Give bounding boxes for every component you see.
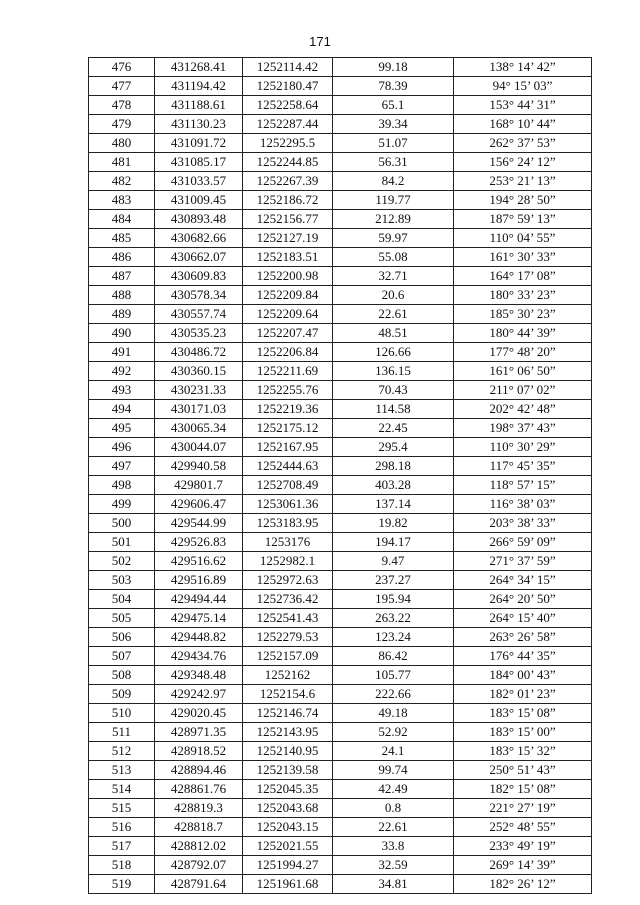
table-row: [89, 571, 592, 590]
y-coordinate-cell: 1252206.84: [243, 343, 333, 362]
point-number-cell: 510: [89, 704, 155, 723]
table-row: [89, 248, 592, 267]
bearing-cell: 176° 44’ 35”: [454, 647, 592, 666]
point-number-cell: 493: [89, 381, 155, 400]
table-row: [89, 742, 592, 761]
table-row: [89, 476, 592, 495]
x-coordinate-cell: 428819.3: [155, 799, 243, 818]
x-coordinate-cell: 428971.35: [155, 723, 243, 742]
y-coordinate-cell: 1252175.12: [243, 419, 333, 438]
point-number-cell: 519: [89, 875, 155, 894]
point-number-cell: 478: [89, 96, 155, 115]
y-coordinate-cell: 1252114.42: [243, 58, 333, 77]
bearing-cell: 269° 14’ 39”: [454, 856, 592, 875]
y-coordinate-cell: 1252244.85: [243, 153, 333, 172]
point-number-cell: 488: [89, 286, 155, 305]
bearing-cell: 264° 15’ 40”: [454, 609, 592, 628]
distance-cell: 51.07: [333, 134, 454, 153]
distance-cell: 78.39: [333, 77, 454, 96]
y-coordinate-cell: 1252043.15: [243, 818, 333, 837]
point-number-cell: 492: [89, 362, 155, 381]
table-row: [89, 191, 592, 210]
bearing-cell: 182° 01’ 23”: [454, 685, 592, 704]
table-row: [89, 96, 592, 115]
distance-cell: 32.71: [333, 267, 454, 286]
point-number-cell: 505: [89, 609, 155, 628]
point-number-cell: 496: [89, 438, 155, 457]
point-number-cell: 503: [89, 571, 155, 590]
bearing-cell: 116° 38’ 03”: [454, 495, 592, 514]
x-coordinate-cell: 429020.45: [155, 704, 243, 723]
distance-cell: 42.49: [333, 780, 454, 799]
point-number-cell: 518: [89, 856, 155, 875]
x-coordinate-cell: 428894.46: [155, 761, 243, 780]
x-coordinate-cell: 430578.34: [155, 286, 243, 305]
table-row: [89, 172, 592, 191]
point-number-cell: 506: [89, 628, 155, 647]
table-row: [89, 229, 592, 248]
table-row: [89, 305, 592, 324]
bearing-cell: 182° 15’ 08”: [454, 780, 592, 799]
distance-cell: 52.92: [333, 723, 454, 742]
distance-cell: 99.74: [333, 761, 454, 780]
table-row: [89, 77, 592, 96]
bearing-cell: 153° 44’ 31”: [454, 96, 592, 115]
y-coordinate-cell: 1252982.1: [243, 552, 333, 571]
distance-cell: 33.8: [333, 837, 454, 856]
bearing-cell: 203° 38’ 33”: [454, 514, 592, 533]
point-number-cell: 500: [89, 514, 155, 533]
table-row: [89, 438, 592, 457]
distance-cell: 48.51: [333, 324, 454, 343]
x-coordinate-cell: 429516.89: [155, 571, 243, 590]
distance-cell: 65.1: [333, 96, 454, 115]
y-coordinate-cell: 1252021.55: [243, 837, 333, 856]
distance-cell: 49.18: [333, 704, 454, 723]
bearing-cell: 264° 34’ 15”: [454, 571, 592, 590]
point-number-cell: 477: [89, 77, 155, 96]
distance-cell: 137.14: [333, 495, 454, 514]
bearing-cell: 184° 00’ 43”: [454, 666, 592, 685]
distance-cell: 70.43: [333, 381, 454, 400]
point-number-cell: 479: [89, 115, 155, 134]
x-coordinate-cell: 428818.7: [155, 818, 243, 837]
distance-cell: 105.77: [333, 666, 454, 685]
y-coordinate-cell: 1252207.47: [243, 324, 333, 343]
y-coordinate-cell: 1252211.69: [243, 362, 333, 381]
point-number-cell: 484: [89, 210, 155, 229]
table-row: [89, 704, 592, 723]
y-coordinate-cell: 1252258.64: [243, 96, 333, 115]
distance-cell: 237.27: [333, 571, 454, 590]
distance-cell: 119.77: [333, 191, 454, 210]
x-coordinate-cell: 430535.23: [155, 324, 243, 343]
bearing-cell: 180° 44’ 39”: [454, 324, 592, 343]
point-number-cell: 480: [89, 134, 155, 153]
y-coordinate-cell: 1252162: [243, 666, 333, 685]
bearing-cell: 198° 37’ 43”: [454, 419, 592, 438]
table-row: [89, 799, 592, 818]
x-coordinate-cell: 429801.7: [155, 476, 243, 495]
point-number-cell: 487: [89, 267, 155, 286]
distance-cell: 20.6: [333, 286, 454, 305]
distance-cell: 222.66: [333, 685, 454, 704]
y-coordinate-cell: 1252200.98: [243, 267, 333, 286]
x-coordinate-cell: 431091.72: [155, 134, 243, 153]
bearing-cell: 271° 37’ 59”: [454, 552, 592, 571]
table-body: [89, 58, 592, 894]
x-coordinate-cell: 429940.58: [155, 457, 243, 476]
distance-cell: 34.81: [333, 875, 454, 894]
bearing-cell: 266° 59’ 09”: [454, 533, 592, 552]
table-row: [89, 286, 592, 305]
distance-cell: 126.66: [333, 343, 454, 362]
bearing-cell: 110° 30’ 29”: [454, 438, 592, 457]
distance-cell: 212.89: [333, 210, 454, 229]
point-number-cell: 501: [89, 533, 155, 552]
x-coordinate-cell: 430682.66: [155, 229, 243, 248]
distance-cell: 295.4: [333, 438, 454, 457]
y-coordinate-cell: 1253183.95: [243, 514, 333, 533]
bearing-cell: 161° 30’ 33”: [454, 248, 592, 267]
bearing-cell: 233° 49’ 19”: [454, 837, 592, 856]
table-row: [89, 495, 592, 514]
table-row: [89, 875, 592, 894]
table-row: [89, 837, 592, 856]
point-number-cell: 504: [89, 590, 155, 609]
table-row: [89, 115, 592, 134]
distance-cell: 99.18: [333, 58, 454, 77]
distance-cell: 123.24: [333, 628, 454, 647]
y-coordinate-cell: 1252127.19: [243, 229, 333, 248]
table-row: [89, 514, 592, 533]
point-number-cell: 516: [89, 818, 155, 837]
point-number-cell: 514: [89, 780, 155, 799]
point-number-cell: 499: [89, 495, 155, 514]
bearing-cell: 161° 06’ 50”: [454, 362, 592, 381]
table-row: [89, 324, 592, 343]
table-row: [89, 780, 592, 799]
x-coordinate-cell: 431268.41: [155, 58, 243, 77]
page-number: 171: [309, 34, 331, 49]
table-row: [89, 647, 592, 666]
distance-cell: 298.18: [333, 457, 454, 476]
x-coordinate-cell: 429348.48: [155, 666, 243, 685]
bearing-cell: 252° 48’ 55”: [454, 818, 592, 837]
x-coordinate-cell: 428792.07: [155, 856, 243, 875]
x-coordinate-cell: 431194.42: [155, 77, 243, 96]
bearing-cell: 253° 21’ 13”: [454, 172, 592, 191]
distance-cell: 59.97: [333, 229, 454, 248]
x-coordinate-cell: 430893.48: [155, 210, 243, 229]
table-row: [89, 210, 592, 229]
table-row: [89, 58, 592, 77]
table-row: [89, 533, 592, 552]
bearing-cell: 262° 37’ 53”: [454, 134, 592, 153]
distance-cell: 263.22: [333, 609, 454, 628]
y-coordinate-cell: 1252219.36: [243, 400, 333, 419]
coordinates-table: [88, 57, 592, 894]
y-coordinate-cell: 1252541.43: [243, 609, 333, 628]
distance-cell: 56.31: [333, 153, 454, 172]
point-number-cell: 486: [89, 248, 155, 267]
x-coordinate-cell: 430557.74: [155, 305, 243, 324]
table-row: [89, 628, 592, 647]
bearing-cell: 180° 33’ 23”: [454, 286, 592, 305]
bearing-cell: 202° 42’ 48”: [454, 400, 592, 419]
table-row: [89, 400, 592, 419]
y-coordinate-cell: 1252167.95: [243, 438, 333, 457]
table-row: [89, 419, 592, 438]
point-number-cell: 502: [89, 552, 155, 571]
y-coordinate-cell: 1252045.35: [243, 780, 333, 799]
point-number-cell: 495: [89, 419, 155, 438]
table-row: [89, 609, 592, 628]
distance-cell: 39.34: [333, 115, 454, 134]
bearing-cell: 185° 30’ 23”: [454, 305, 592, 324]
table-row: [89, 590, 592, 609]
y-coordinate-cell: 1252279.53: [243, 628, 333, 647]
x-coordinate-cell: 428812.02: [155, 837, 243, 856]
bearing-cell: 117° 45’ 35”: [454, 457, 592, 476]
x-coordinate-cell: 430486.72: [155, 343, 243, 362]
y-coordinate-cell: 1252156.77: [243, 210, 333, 229]
distance-cell: 32.59: [333, 856, 454, 875]
point-number-cell: 508: [89, 666, 155, 685]
y-coordinate-cell: 1253061.36: [243, 495, 333, 514]
x-coordinate-cell: 429526.83: [155, 533, 243, 552]
y-coordinate-cell: 1251994.27: [243, 856, 333, 875]
table-row: [89, 134, 592, 153]
point-number-cell: 485: [89, 229, 155, 248]
y-coordinate-cell: 1252180.47: [243, 77, 333, 96]
bearing-cell: 183° 15’ 00”: [454, 723, 592, 742]
distance-cell: 84.2: [333, 172, 454, 191]
x-coordinate-cell: 429494.44: [155, 590, 243, 609]
x-coordinate-cell: 428791.64: [155, 875, 243, 894]
point-number-cell: 476: [89, 58, 155, 77]
point-number-cell: 490: [89, 324, 155, 343]
table-row: [89, 362, 592, 381]
y-coordinate-cell: 1252267.39: [243, 172, 333, 191]
table-row: [89, 552, 592, 571]
distance-cell: 9.47: [333, 552, 454, 571]
bearing-cell: 187° 59’ 13”: [454, 210, 592, 229]
bearing-cell: 264° 20’ 50”: [454, 590, 592, 609]
y-coordinate-cell: 1251961.68: [243, 875, 333, 894]
y-coordinate-cell: 1252287.44: [243, 115, 333, 134]
x-coordinate-cell: 430065.34: [155, 419, 243, 438]
x-coordinate-cell: 430044.07: [155, 438, 243, 457]
bearing-cell: 118° 57’ 15”: [454, 476, 592, 495]
bearing-cell: 263° 26’ 58”: [454, 628, 592, 647]
y-coordinate-cell: 1252143.95: [243, 723, 333, 742]
y-coordinate-cell: 1252139.58: [243, 761, 333, 780]
distance-cell: 403.28: [333, 476, 454, 495]
x-coordinate-cell: 429606.47: [155, 495, 243, 514]
distance-cell: 19.82: [333, 514, 454, 533]
bearing-cell: 182° 26’ 12”: [454, 875, 592, 894]
point-number-cell: 512: [89, 742, 155, 761]
table-row: [89, 761, 592, 780]
distance-cell: 0.8: [333, 799, 454, 818]
y-coordinate-cell: 1252043.68: [243, 799, 333, 818]
distance-cell: 86.42: [333, 647, 454, 666]
distance-cell: 195.94: [333, 590, 454, 609]
x-coordinate-cell: 430231.33: [155, 381, 243, 400]
point-number-cell: 481: [89, 153, 155, 172]
y-coordinate-cell: 1252146.74: [243, 704, 333, 723]
table-row: [89, 153, 592, 172]
bearing-cell: 211° 07’ 02”: [454, 381, 592, 400]
distance-cell: 22.45: [333, 419, 454, 438]
distance-cell: 55.08: [333, 248, 454, 267]
table-row: [89, 267, 592, 286]
y-coordinate-cell: 1252708.49: [243, 476, 333, 495]
distance-cell: 114.58: [333, 400, 454, 419]
distance-cell: 136.15: [333, 362, 454, 381]
y-coordinate-cell: 1252157.09: [243, 647, 333, 666]
point-number-cell: 498: [89, 476, 155, 495]
distance-cell: 24.1: [333, 742, 454, 761]
bearing-cell: 221° 27’ 19”: [454, 799, 592, 818]
x-coordinate-cell: 429475.14: [155, 609, 243, 628]
table-row: [89, 818, 592, 837]
table-row: [89, 666, 592, 685]
table-row: [89, 856, 592, 875]
x-coordinate-cell: 430609.83: [155, 267, 243, 286]
bearing-cell: 250° 51’ 43”: [454, 761, 592, 780]
point-number-cell: 491: [89, 343, 155, 362]
point-number-cell: 515: [89, 799, 155, 818]
x-coordinate-cell: 429434.76: [155, 647, 243, 666]
bearing-cell: 177° 48’ 20”: [454, 343, 592, 362]
bearing-cell: 110° 04’ 55”: [454, 229, 592, 248]
y-coordinate-cell: 1252154.6: [243, 685, 333, 704]
table-row: [89, 343, 592, 362]
bearing-cell: 168° 10’ 44”: [454, 115, 592, 134]
x-coordinate-cell: 428861.76: [155, 780, 243, 799]
distance-cell: 194.17: [333, 533, 454, 552]
x-coordinate-cell: 429448.82: [155, 628, 243, 647]
y-coordinate-cell: 1252209.64: [243, 305, 333, 324]
x-coordinate-cell: 431085.17: [155, 153, 243, 172]
y-coordinate-cell: 1252186.72: [243, 191, 333, 210]
distance-cell: 22.61: [333, 305, 454, 324]
distance-cell: 22.61: [333, 818, 454, 837]
y-coordinate-cell: 1252140.95: [243, 742, 333, 761]
bearing-cell: 183° 15’ 08”: [454, 704, 592, 723]
x-coordinate-cell: 431009.45: [155, 191, 243, 210]
y-coordinate-cell: 1252972.63: [243, 571, 333, 590]
table-row: [89, 457, 592, 476]
point-number-cell: 482: [89, 172, 155, 191]
point-number-cell: 517: [89, 837, 155, 856]
point-number-cell: 497: [89, 457, 155, 476]
bearing-cell: 183° 15’ 32”: [454, 742, 592, 761]
bearing-cell: 138° 14’ 42”: [454, 58, 592, 77]
table-row: [89, 723, 592, 742]
x-coordinate-cell: 430360.15: [155, 362, 243, 381]
x-coordinate-cell: 431033.57: [155, 172, 243, 191]
point-number-cell: 483: [89, 191, 155, 210]
point-number-cell: 509: [89, 685, 155, 704]
point-number-cell: 489: [89, 305, 155, 324]
y-coordinate-cell: 1252183.51: [243, 248, 333, 267]
bearing-cell: 194° 28’ 50”: [454, 191, 592, 210]
x-coordinate-cell: 428918.52: [155, 742, 243, 761]
y-coordinate-cell: 1252209.84: [243, 286, 333, 305]
x-coordinate-cell: 429544.99: [155, 514, 243, 533]
point-number-cell: 507: [89, 647, 155, 666]
point-number-cell: 513: [89, 761, 155, 780]
y-coordinate-cell: 1252295.5: [243, 134, 333, 153]
x-coordinate-cell: 430662.07: [155, 248, 243, 267]
table-row: [89, 685, 592, 704]
bearing-cell: 164° 17’ 08”: [454, 267, 592, 286]
bearing-cell: 94° 15’ 03”: [454, 77, 592, 96]
table-row: [89, 381, 592, 400]
point-number-cell: 494: [89, 400, 155, 419]
y-coordinate-cell: 1252255.76: [243, 381, 333, 400]
x-coordinate-cell: 431188.61: [155, 96, 243, 115]
x-coordinate-cell: 430171.03: [155, 400, 243, 419]
point-number-cell: 511: [89, 723, 155, 742]
y-coordinate-cell: 1252444.63: [243, 457, 333, 476]
y-coordinate-cell: 1252736.42: [243, 590, 333, 609]
y-coordinate-cell: 1253176: [243, 533, 333, 552]
bearing-cell: 156° 24’ 12”: [454, 153, 592, 172]
x-coordinate-cell: 431130.23: [155, 115, 243, 134]
x-coordinate-cell: 429242.97: [155, 685, 243, 704]
x-coordinate-cell: 429516.62: [155, 552, 243, 571]
